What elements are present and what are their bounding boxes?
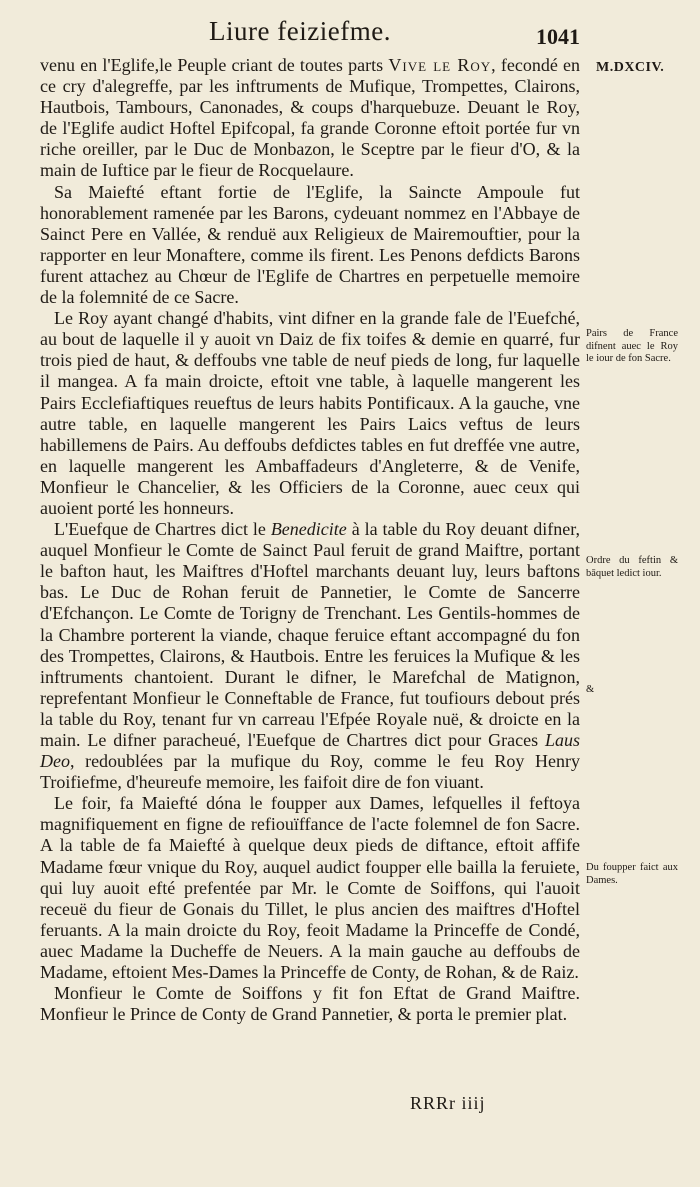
paragraph-text: à la table du Roy deuant difner, auquel Monfieur le Comte de Sainct Paul feruit de grand Maiftre, portant le bafton haut, les Maiftres d'Hoftel marchants deuant luy, leurs baftons bas. Le Duc de Rohan feruit de Pannetier, le Comte de Sancerre d'Efchançon. Le Comte de Torigny de Trenchant. Les Gentils-hommes de la Chambre porterent la viande, chaque feruice eftant accompagné du fon des Trompettes, Clairons, & Hautbois. Entre les feruices la Mufique & les inftruments chantoient. Durant le difner, le Marefchal de Matignon, reprefentant Monfieur le Conneftable de France, fut toufiours debout prés la table du Roy, tenant fur vn carreau l'Efpée Royale nuë, & droicte en la main. Le difner paracheué, l'Euefque de Chartres dict pour Graces bbox=[40, 519, 581, 750]
year-marker: M.DXCIV. bbox=[596, 60, 665, 75]
paragraph-feast-order bbox=[40, 519, 580, 793]
paragraph-holy-ampoule: Sa Maiefté eftant fortie de l'Eglife, la Saincte Ampoule fut honorablement ramenée par les Barons, cydeuant nommez en l'Abbaye de Sainct Pere en Vallée, & renduë aux Religieux de Mairemouftier, pour la rapporter en leur Monaftere, comme ils firent. Les Penons defdicts Barons furent attachez au Chœur de l'Eglife de Chartres en perpetuelle memoire de la folemnité de ce Sacre. bbox=[40, 181, 580, 308]
paragraph-coronation-procession bbox=[40, 55, 580, 182]
paragraph-text: L'Euefque de Chartres dict le bbox=[54, 519, 271, 540]
margin-note-ampersand: & bbox=[586, 684, 595, 695]
paragraph-text: , fecondé en ce cry d'alegreffe, par les inftruments de Mufique, Trompettes, Clairons, Hautbois, Tambours, Canonades, & coups d'harquebuze. Deuant le Roy, de l'Eglife audict Hoftel Epifcopal, fa grande Coronne eftoit portée fur vn riche oreiller, par le Duc de Monbazon, le Sceptre par le fieur d'O, & la main de Iuftice par le fieur de Rocquelaure. bbox=[40, 55, 581, 181]
paragraph-text: , redoublées par la mufique du Roy, comme le feu Roy Henry Troifiefme, d'heureufe memoire, les faifoit dire de fon viuant. bbox=[40, 751, 580, 793]
paragraph-grand-master: Monfieur le Comte de Soiffons y fit fon Eftat de Grand Maiftre. Monfieur le Prince de Conty de Grand Pannetier, & porta le premier plat. bbox=[40, 983, 580, 1025]
main-text-column bbox=[40, 55, 580, 1025]
page-number: 1041 bbox=[536, 24, 580, 49]
margin-note-peers: Pairs de France difnent auec le Roy le iour de fon Sacre. bbox=[586, 328, 678, 364]
paragraph-royal-dinner: Le Roy ayant changé d'habits, vint difner en la grande fale de l'Euefché, au bout de laquelle il y auoit vn Daiz de fix toifes & demie en quarré, fur trois pied de haut, & deffoubs vne table de neuf pieds de long, fur laquelle il mangea. A fa main droicte, eftoit vne table, à laquelle mangerent les Pairs Ecclefiaftiques reueftus de leurs habits Pontificaux. A la gauche, vne autre table, en laquelle mangerent les Pairs Laics veftus de leurs habillemens de Pairs. Au deffoubs defdictes tables en fut dreffée vne autre, en laquelle mangerent les Ambaffadeurs d'Angleterre, & de Venife, Monfieur le Chancelier, & les Officiers de la Coronne, auec ceux qui auoient porté les honneurs. bbox=[40, 308, 580, 518]
signature-mark: RRRr iiij bbox=[410, 1093, 486, 1113]
running-head-title: Liure feiziefme. bbox=[209, 16, 391, 46]
margin-note-feast: Ordre du feftin & bāquet ledict iour. bbox=[586, 555, 678, 579]
paragraph-ladies-supper: Le foir, fa Maiefté dóna le foupper aux Dames, lefquelles il feftoya magnifiquement en figne de refiouïffance de l'acte folemnel de fon Sacre. A la table de fa Maiefté à quelque deux pieds de diftance, eftoit affife Madame fœur vnique du Roy, auquel audict foupper elle bailla la feruiete, qui luy auoit efté prefentée par Mr. le Comte de Soiffons, qui l'auoit receuë du fieur de Gonais du Tillet, le plus ancien des maiftres d'Hoftel feruants. A la main droicte du Roy, feoit Madame la Princeffe de Condé, auec Madame la Ducheffe de Neuers. A la main gauche au deffoubs de Madame, eftoient Mes-Dames la Princeffe de Conty, de Rohan, & de Raiz. bbox=[40, 793, 580, 983]
margin-note-supper: Du foupper faict aux Dames. bbox=[586, 862, 678, 886]
paragraph-text: venu en l'Eglife,le Peuple criant de toutes parts bbox=[40, 55, 389, 75]
benedicite-text: Benedicite bbox=[270, 519, 347, 540]
laus-deo-text: Laus Deo bbox=[40, 730, 580, 772]
acclamation-text: Vive le Roy bbox=[388, 55, 492, 75]
